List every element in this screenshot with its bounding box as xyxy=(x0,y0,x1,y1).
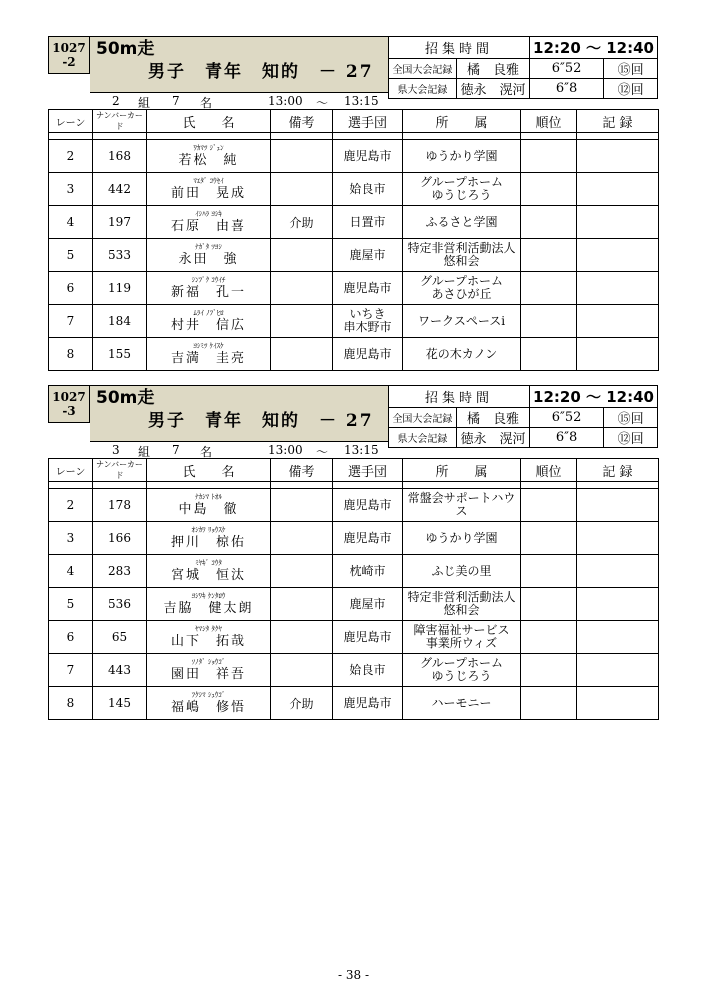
athlete-count: 7 xyxy=(172,443,180,457)
note-cell: 介助 xyxy=(271,687,333,720)
rank-cell xyxy=(521,621,577,654)
group-label: 組 xyxy=(138,445,151,459)
group-number: 2 xyxy=(112,94,120,108)
table-row xyxy=(49,489,659,522)
col-name: 氏 名 xyxy=(147,110,271,133)
count-label: 名 xyxy=(200,445,213,459)
number-card-cell: 443 xyxy=(93,654,147,687)
number-card-cell: 168 xyxy=(93,140,147,173)
affiliation-cell: 花の木カノン xyxy=(403,338,521,371)
record-cell xyxy=(577,173,659,206)
athlete-name: 宮城 恒汰 xyxy=(170,567,246,583)
col-team: 選手団 xyxy=(333,110,403,133)
athlete-name: 園田 祥吾 xyxy=(170,666,246,682)
athlete-name: 吉満 圭亮 xyxy=(170,350,246,366)
athlete-name-cell xyxy=(147,588,271,621)
athlete-name-cell xyxy=(147,522,271,555)
note-cell xyxy=(271,140,333,173)
col-rank: 順位 xyxy=(521,110,577,133)
athlete-count: 7 xyxy=(172,94,180,108)
number-card-cell: 536 xyxy=(93,588,147,621)
table-row xyxy=(49,588,659,621)
time-separator: ～ xyxy=(316,96,329,110)
pref-record-label: 県大会記録 xyxy=(389,428,457,448)
rank-cell xyxy=(521,239,577,272)
note-cell: 介助 xyxy=(271,206,333,239)
athlete-name: 中島 徹 xyxy=(178,501,239,517)
athlete-name: 山下 拓哉 xyxy=(170,633,246,649)
athlete-kana: ﾖｼﾜｷ ｹﾝﾀﾛｳ xyxy=(191,591,226,600)
pref-record-round: ⑫回 xyxy=(604,79,658,99)
note-cell xyxy=(271,489,333,522)
athlete-name-cell xyxy=(147,687,271,720)
col-rank: 順位 xyxy=(521,459,577,482)
event-class: 男子 青年 知的 － 27 xyxy=(148,411,374,431)
time-separator: ～ xyxy=(316,445,329,459)
heat-section xyxy=(48,385,658,720)
rank-cell xyxy=(521,305,577,338)
note-cell xyxy=(271,239,333,272)
note-cell xyxy=(271,588,333,621)
pref-record-holder: 徳永 滉河 xyxy=(456,428,529,448)
col-lane: レーン xyxy=(49,110,93,133)
table-row xyxy=(49,305,659,338)
pref-record-holder: 徳永 滉河 xyxy=(456,79,529,99)
rank-cell xyxy=(521,338,577,371)
team-cell: 日置市 xyxy=(333,206,403,239)
affiliation-cell: ふじ美の里 xyxy=(403,555,521,588)
record-cell xyxy=(577,489,659,522)
record-table xyxy=(388,385,658,448)
athlete-kana: ﾌｸｼﾏ ｼｭｳｺﾞ xyxy=(191,690,226,699)
athlete-name-cell xyxy=(147,555,271,588)
athlete-kana: ﾑﾗｲ ﾉﾌﾞﾋﾛ xyxy=(193,308,224,317)
affiliation-cell: 常盤会サポートハウス xyxy=(403,489,521,522)
athlete-kana: ﾅｶｼﾏ ﾄｵﾙ xyxy=(195,492,222,501)
number-card-cell: 155 xyxy=(93,338,147,371)
athlete-kana: ﾅｶﾞﾀ ﾂﾖｼ xyxy=(195,242,222,251)
col-name: 氏 名 xyxy=(147,459,271,482)
team-cell: 鹿屋市 xyxy=(333,588,403,621)
record-cell xyxy=(577,338,659,371)
athlete-name: 福嶋 修悟 xyxy=(170,699,246,715)
number-card-cell: 178 xyxy=(93,489,147,522)
note-cell xyxy=(271,272,333,305)
pref-record-round: ⑫回 xyxy=(604,428,658,448)
affiliation-cell: グループホーム ゆうじろう xyxy=(403,173,521,206)
number-card-cell: 184 xyxy=(93,305,147,338)
table-header xyxy=(49,459,659,482)
rank-cell xyxy=(521,173,577,206)
number-card-cell: 197 xyxy=(93,206,147,239)
pref-record-value: 6″8 xyxy=(530,79,604,99)
affiliation-cell: グループホーム あさひが丘 xyxy=(403,272,521,305)
record-cell xyxy=(577,588,659,621)
athlete-name-cell xyxy=(147,305,271,338)
athlete-name-cell xyxy=(147,621,271,654)
national-record-holder: 橘 良雅 xyxy=(456,408,529,428)
col-record: 記 録 xyxy=(577,110,659,133)
rank-cell xyxy=(521,687,577,720)
rank-cell xyxy=(521,206,577,239)
team-cell: 鹿児島市 xyxy=(333,522,403,555)
national-record-round: ⑮回 xyxy=(604,408,658,428)
call-time: 12:20 ～ 12:40 xyxy=(530,386,658,408)
number-card-cell: 533 xyxy=(93,239,147,272)
athlete-name-cell xyxy=(147,654,271,687)
lane-cell: 5 xyxy=(49,239,93,272)
entry-table xyxy=(48,109,659,371)
count-label: 名 xyxy=(200,96,213,110)
athlete-name-cell xyxy=(147,338,271,371)
group-number: 3 xyxy=(112,443,120,457)
table-row xyxy=(49,522,659,555)
record-cell xyxy=(577,654,659,687)
national-record-value: 6″52 xyxy=(530,59,604,79)
athlete-kana: ｿﾉﾀﾞ ｼｮｳｺﾞ xyxy=(191,657,226,666)
lane-cell: 5 xyxy=(49,588,93,621)
record-cell xyxy=(577,555,659,588)
team-cell: 鹿児島市 xyxy=(333,489,403,522)
start-time: 13:00 xyxy=(268,94,303,108)
lane-cell: 6 xyxy=(49,272,93,305)
national-record-holder: 橘 良雅 xyxy=(456,59,529,79)
athlete-name: 永田 強 xyxy=(178,251,239,267)
athlete-name: 新福 孔一 xyxy=(170,284,246,300)
heat-header xyxy=(48,36,658,109)
table-row xyxy=(49,654,659,687)
lane-cell: 4 xyxy=(49,555,93,588)
col-note: 備考 xyxy=(271,459,333,482)
record-cell xyxy=(577,140,659,173)
athlete-name-cell xyxy=(147,272,271,305)
rank-cell xyxy=(521,522,577,555)
table-header xyxy=(49,110,659,133)
team-cell: 鹿児島市 xyxy=(333,338,403,371)
national-record-value: 6″52 xyxy=(530,408,604,428)
rank-cell xyxy=(521,654,577,687)
athlete-name: 村井 信広 xyxy=(170,317,246,333)
athlete-name: 前田 晃成 xyxy=(170,185,246,201)
note-cell xyxy=(271,173,333,206)
pref-record-label: 県大会記録 xyxy=(389,79,457,99)
call-time: 12:20 ～ 12:40 xyxy=(530,37,658,59)
lane-cell: 4 xyxy=(49,206,93,239)
col-note: 備考 xyxy=(271,110,333,133)
record-cell xyxy=(577,305,659,338)
table-row xyxy=(49,555,659,588)
record-cell xyxy=(577,687,659,720)
rank-cell xyxy=(521,588,577,621)
call-label: 招集時間 xyxy=(389,37,530,59)
lane-cell: 2 xyxy=(49,140,93,173)
affiliation-cell: グループホーム ゆうじろう xyxy=(403,654,521,687)
end-time: 13:15 xyxy=(344,94,379,108)
lane-cell: 2 xyxy=(49,489,93,522)
lane-cell: 3 xyxy=(49,173,93,206)
event-id: 1027 -3 xyxy=(48,385,90,423)
affiliation-cell: 障害福祉サービス 事業所ウィズ xyxy=(403,621,521,654)
heat-section xyxy=(48,36,658,371)
athlete-kana: ｵｼｶﾜ ﾘｮｳｽｹ xyxy=(191,525,226,534)
team-cell: 鹿児島市 xyxy=(333,621,403,654)
team-cell: 鹿児島市 xyxy=(333,272,403,305)
table-row xyxy=(49,206,659,239)
national-record-round: ⑮回 xyxy=(604,59,658,79)
record-cell xyxy=(577,621,659,654)
national-record-label: 全国大会記録 xyxy=(389,59,457,79)
affiliation-cell: ふるさと学園 xyxy=(403,206,521,239)
record-table xyxy=(388,36,658,99)
team-cell: いちき 串木野市 xyxy=(333,305,403,338)
table-row xyxy=(49,140,659,173)
record-cell xyxy=(577,239,659,272)
event-id: 1027 -2 xyxy=(48,36,90,74)
table-row xyxy=(49,173,659,206)
number-card-cell: 119 xyxy=(93,272,147,305)
number-card-cell: 283 xyxy=(93,555,147,588)
note-cell xyxy=(271,555,333,588)
lane-cell: 3 xyxy=(49,522,93,555)
athlete-name-cell xyxy=(147,173,271,206)
team-cell: 姶良市 xyxy=(333,654,403,687)
table-row xyxy=(49,687,659,720)
group-info xyxy=(90,92,388,109)
number-card-cell: 65 xyxy=(93,621,147,654)
col-record: 記 録 xyxy=(577,459,659,482)
lane-cell: 8 xyxy=(49,338,93,371)
lane-cell: 7 xyxy=(49,654,93,687)
table-row xyxy=(49,239,659,272)
col-lane: レーン xyxy=(49,459,93,482)
affiliation-cell: ワークスペースi xyxy=(403,305,521,338)
end-time: 13:15 xyxy=(344,443,379,457)
lane-cell: 8 xyxy=(49,687,93,720)
athlete-kana: ｲｼﾊﾗ ﾖｼｷ xyxy=(195,209,222,218)
col-affiliation: 所 属 xyxy=(403,110,521,133)
call-label: 招集時間 xyxy=(389,386,530,408)
table-row xyxy=(49,621,659,654)
event-class: 男子 青年 知的 － 27 xyxy=(148,62,374,82)
col-team: 選手団 xyxy=(333,459,403,482)
number-card-cell: 442 xyxy=(93,173,147,206)
number-card-cell: 145 xyxy=(93,687,147,720)
lane-cell: 7 xyxy=(49,305,93,338)
table-row xyxy=(49,272,659,305)
pref-record-value: 6″8 xyxy=(530,428,604,448)
team-cell: 鹿屋市 xyxy=(333,239,403,272)
team-cell: 鹿児島市 xyxy=(333,140,403,173)
athlete-name: 若松 純 xyxy=(178,152,239,168)
rank-cell xyxy=(521,272,577,305)
record-cell xyxy=(577,272,659,305)
athlete-name: 押川 椋佑 xyxy=(170,534,246,550)
record-cell xyxy=(577,522,659,555)
note-cell xyxy=(271,621,333,654)
col-card: ナンバーカード xyxy=(93,110,147,133)
note-cell xyxy=(271,338,333,371)
note-cell xyxy=(271,654,333,687)
athlete-kana: ﾖｼﾐﾂ ｹｲｽｹ xyxy=(193,341,224,350)
number-card-cell: 166 xyxy=(93,522,147,555)
rank-cell xyxy=(521,489,577,522)
national-record-label: 全国大会記録 xyxy=(389,408,457,428)
athlete-kana: ﾔﾏｼﾀ ﾀｸﾔ xyxy=(195,624,222,633)
group-label: 組 xyxy=(138,96,151,110)
note-cell xyxy=(271,305,333,338)
record-cell xyxy=(577,206,659,239)
athlete-kana: ｼﾝﾌﾟｸ ｺｳｲﾁ xyxy=(191,275,226,284)
team-cell: 鹿児島市 xyxy=(333,687,403,720)
team-cell: 姶良市 xyxy=(333,173,403,206)
team-cell: 枕崎市 xyxy=(333,555,403,588)
event-name: 50m走 xyxy=(96,39,155,59)
lane-cell: 6 xyxy=(49,621,93,654)
athlete-name-cell xyxy=(147,489,271,522)
entry-table xyxy=(48,458,659,720)
event-name: 50m走 xyxy=(96,388,155,408)
athlete-kana: ﾏｴﾀﾞ ｺｳｾｲ xyxy=(193,176,224,185)
col-affiliation: 所 属 xyxy=(403,459,521,482)
group-info xyxy=(90,441,388,458)
note-cell xyxy=(271,522,333,555)
athlete-kana: ﾜｶﾏﾂ ｼﾞｭﾝ xyxy=(193,143,224,152)
athlete-name-cell xyxy=(147,140,271,173)
rank-cell xyxy=(521,555,577,588)
affiliation-cell: ゆうかり学園 xyxy=(403,522,521,555)
affiliation-cell: 特定非営利活動法人 悠和会 xyxy=(403,239,521,272)
page-number: - 38 - xyxy=(337,968,369,982)
athlete-name-cell xyxy=(147,239,271,272)
affiliation-cell: ハーモニー xyxy=(403,687,521,720)
athlete-name: 石原 由喜 xyxy=(170,218,246,234)
athlete-kana: ﾐﾔｷﾞ ｺｳﾀ xyxy=(195,558,222,567)
rank-cell xyxy=(521,140,577,173)
col-card: ナンバーカード xyxy=(93,459,147,482)
heat-header xyxy=(48,385,658,458)
athlete-name: 吉脇 健太朗 xyxy=(163,600,254,616)
affiliation-cell: ゆうかり学園 xyxy=(403,140,521,173)
start-time: 13:00 xyxy=(268,443,303,457)
athlete-name-cell xyxy=(147,206,271,239)
affiliation-cell: 特定非営利活動法人 悠和会 xyxy=(403,588,521,621)
table-row xyxy=(49,338,659,371)
